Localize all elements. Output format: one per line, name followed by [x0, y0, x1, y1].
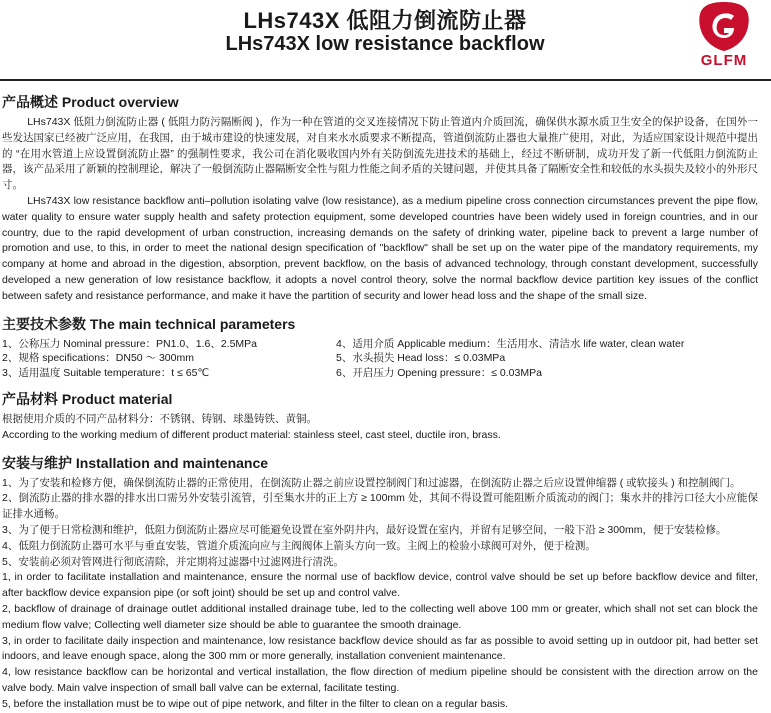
param-item: 4、适用介质 Applicable medium：生活用水、清洁水 life water, clean water — [336, 337, 685, 350]
param-item: 3、适用温度 Suitable temperature：t ≤ 65℃ — [2, 366, 210, 379]
install-item-cn: 5、安装前必须对管网进行彻底清除，并定期将过滤器中过滤网进行清洗。 — [2, 555, 344, 568]
install-item-en: 3, in order to facilitate daily inspection and maintenance, low resistance backflow device should as far as possible to avoid setting up in outdoor pit, had better set indoors, and leave enough space, along the 300 mm or more generally, installation convenient maintenance. — [2, 634, 758, 663]
install-item-cn: 4、低阻力倒流防止器可水平与垂直安装，管道介质流向应与主阀阀体上箭头方向一致。主阀上的检验小球阀可对外，便于检测。 — [2, 539, 596, 552]
page-content — [2, 92, 758, 713]
page-header — [0, 0, 771, 82]
title-chinese: LHs743X 低阻力倒流防止器 — [243, 8, 527, 33]
material-heading: 产品材料 Product material — [2, 391, 173, 408]
params-grid — [2, 337, 758, 381]
logo-emblem-icon — [690, 0, 758, 52]
overview-heading: 产品概述 Product overview — [2, 94, 179, 110]
overview-text-cn: LHs743X 低阻力倒流防止器 ( 低阻力防污隔断阀 )，作为一种在管道的交叉连接情况下防止管道内介质回流，确保供水源水质卫生安全的保护设备，在国外一些发达国家已经被广泛应用，在我国，由于城市建设的快速发展，对自来水水质要求不断提高，管道倒流防止器也大量推广使用，对此，为适应国家设计规范中提出的 “在用水管道上应设置倒流防止器” 的强制性要求，我公司在消化吸收国内外有关防倒流先进技术的基础上，经过不断研制，成功开发了新一代低阻力倒流防止器，该产品采用了新颖的控制理论，解决了一般倒流防止器隔断安全性与阻力性能之间矛盾的关键问题，并使其具备了隔断安全性和较低的水头损失及较小的外形尺寸。 — [2, 116, 758, 192]
install-item-cn: 3、为了便于日常检测和维护，低阻力倒流防止器应尽可能避免设置在室外阴井内，最好设置在室内，并留有足够空间，一般下沿 ≥ 300mm，便于安装检修。 — [2, 524, 727, 537]
install-item-en: 2, backflow of drainage of drainage outlet additional installed drainage tube, led to the collecting well above 100 mm or greater, which shall not set can block the medium flow valve; Collecting well diameter size should be able to guarantee the smooth drainage. — [2, 603, 758, 631]
title-english: LHs743X low resistance backflow — [225, 33, 545, 55]
material-text-cn: 根据使用介质的不同产品材料分：不锈钢、铸钢、球墨铸铁、黄铜。 — [2, 413, 317, 426]
install-heading: 安装与维护 Installation and maintenance — [2, 454, 269, 471]
install-item-en: 4, low resistance backflow can be horizontal and vertical installation, the flow direction of medium pipeline should be consistent with the direction arrow on the valve body. Main valve inspection of small ball valve can be external, facilitate testing. — [2, 666, 758, 695]
install-item-en: 5, before the installation must be to wipe out of pipe network, and filter in the filter to clean on a regular basis. — [2, 697, 509, 710]
params-heading: 主要技术参数 The main technical parameters — [2, 315, 296, 332]
install-item-en: 1, in order to facilitate installation and maintenance, ensure the normal use of backflow device, control valve should be set up before backflow device and filter, after backflow device expansion pipe (or soft joint) should be set up and control valve. — [2, 571, 758, 600]
param-item: 5、水头损失 Head loss：≤ 0.03MPa — [336, 352, 506, 365]
logo-text: GLFM — [700, 52, 748, 69]
param-item: 6、开启压力 Opening pressure：≤ 0.03MPa — [336, 366, 542, 379]
param-item: 1、公称压力 Nominal pressure：PN1.0、1.6、2.5MPa — [2, 337, 258, 350]
overview-text-en: LHs743X low resistance backflow anti–pollution isolating valve (low resistance), as a medium pipeline cross connection circumstances prevent the pipe flow, water quality to ensure water supply health and safety protection equipment, some developed countries have been widely used in foreign countries, and in our country, due to the rapid development of urban construction, increasing demands on the safety of drinking water, pipeline back to prevent a large number of promotion and use, to this, in order to meet the national design specification of "backflow" shall be set up on the water pipe of the mandatory requirements, my company at home and abroad in the digestion, absorption, prevent backflow, on the basis of advanced technology, through constant development, successfully developed a new generation of low resistance backflow, it adopts a novel control theory, solve the normal backflow device partition key issues of the conflict between safety and resistance performance, and make it have the partition of security and lower head loss and the shape of the small size. — [2, 194, 758, 302]
material-text-en: According to the working medium of different product material: stainless steel, cast steel, ductile iron, brass. — [2, 428, 501, 441]
header-divider — [0, 79, 771, 81]
param-item: 2、规格 specifications：DN50 ～ 300mm — [2, 352, 194, 365]
glfm-logo — [690, 0, 758, 76]
install-item-cn: 2、倒流防止器的排水器的排水出口需另外安装引流管，引至集水井的正上方 ≥ 100mm 处，其间不得设置可能阻断介质流动的阀门；集水井的排污口径大小应能保证排水通畅。 — [2, 492, 758, 521]
install-item-cn: 1、为了安装和检修方便，确保倒流防止器的正常使用，在倒流防止器之前应设置控制阀门和过滤器，在倒流防止器之后应设置伸缩器 ( 或软接头 ) 和控制阀门。 — [2, 476, 741, 489]
